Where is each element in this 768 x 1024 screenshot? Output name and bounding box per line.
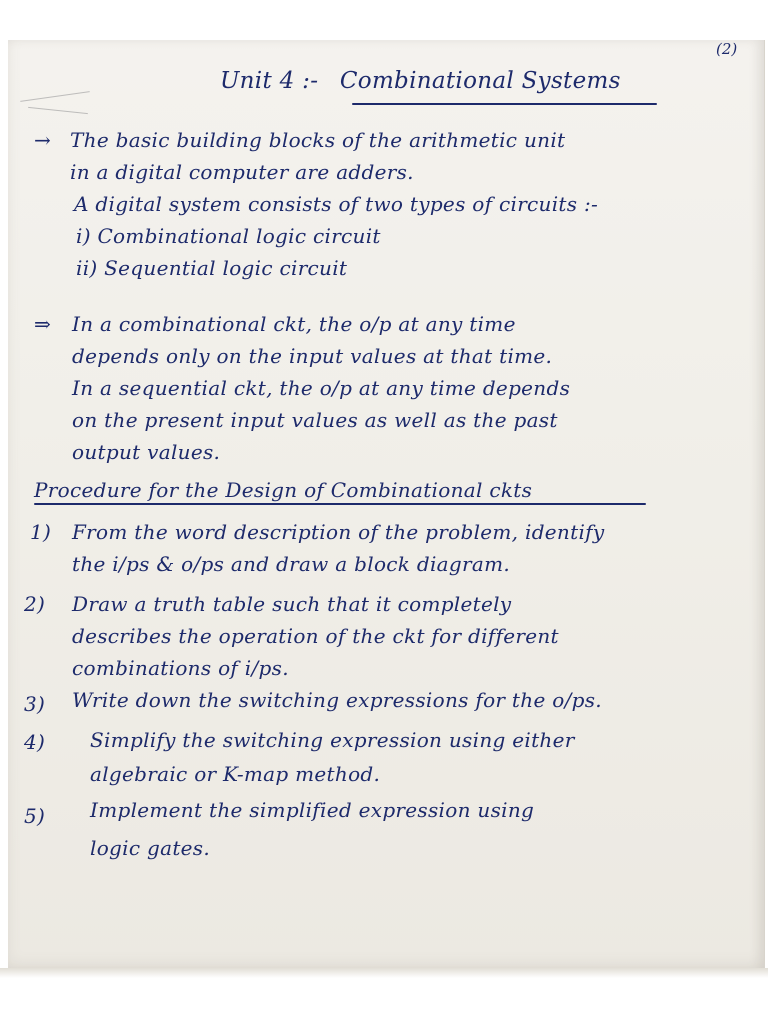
step-2-line-1: Draw a truth table such that it completely xyxy=(72,592,512,616)
step-4-line-2: algebraic or K-map method. xyxy=(90,762,381,786)
step-1-line-2: the i/ps & o/ps and draw a block diagram. xyxy=(72,552,510,576)
intro-line-3: A digital system consists of two types of circuits :- xyxy=(74,192,599,216)
step-1-line-1: From the word description of the problem, identify xyxy=(72,520,605,544)
step-4-line-1: Simplify the switching expression using either xyxy=(90,728,575,752)
procedure-heading: Procedure for the Design of Combinational ckts xyxy=(34,478,533,502)
combinational-line-1: In a combinational ckt, the o/p at any time xyxy=(72,312,516,336)
step-number: 5) xyxy=(24,804,46,828)
double-arrow-bullet: ⇒ xyxy=(34,312,52,336)
combinational-line-2: depends only on the input values at that time. xyxy=(72,344,553,368)
page-edge xyxy=(0,968,768,978)
step-number: 1) xyxy=(30,520,52,544)
sequential-line-2: on the present input values as well as the past xyxy=(72,408,558,432)
step-2-line-2: describes the operation of the ckt for different xyxy=(72,624,559,648)
step-5-line-1: Implement the simplified expression using xyxy=(90,798,535,822)
step-number: 4) xyxy=(24,730,46,754)
step-number: 2) xyxy=(24,592,46,616)
circuit-type-2: ii) Sequential logic circuit xyxy=(76,256,348,280)
intro-line-2: in a digital computer are adders. xyxy=(70,160,414,184)
circuit-type-1: i) Combinational logic circuit xyxy=(76,224,381,248)
sequential-line-3: output values. xyxy=(72,440,221,464)
sequential-line-1: In a sequential ckt, the o/p at any time depends xyxy=(72,376,571,400)
step-2-line-3: combinations of i/ps. xyxy=(72,656,289,680)
unit-label: Unit 4 :- xyxy=(220,68,319,94)
step-number: 3) xyxy=(24,692,46,716)
page-number: (2) xyxy=(716,40,738,58)
intro-line-1: The basic building blocks of the arithmetic unit xyxy=(70,128,566,152)
arrow-bullet: → xyxy=(34,128,52,152)
procedure-underline xyxy=(34,503,646,505)
title-underline xyxy=(352,103,657,105)
step-3-line-1: Write down the switching expressions for the o/ps. xyxy=(72,688,602,712)
page-title xyxy=(220,68,621,94)
unit-topic: Combinational Systems xyxy=(339,68,621,94)
step-5-line-2: logic gates. xyxy=(90,836,211,860)
